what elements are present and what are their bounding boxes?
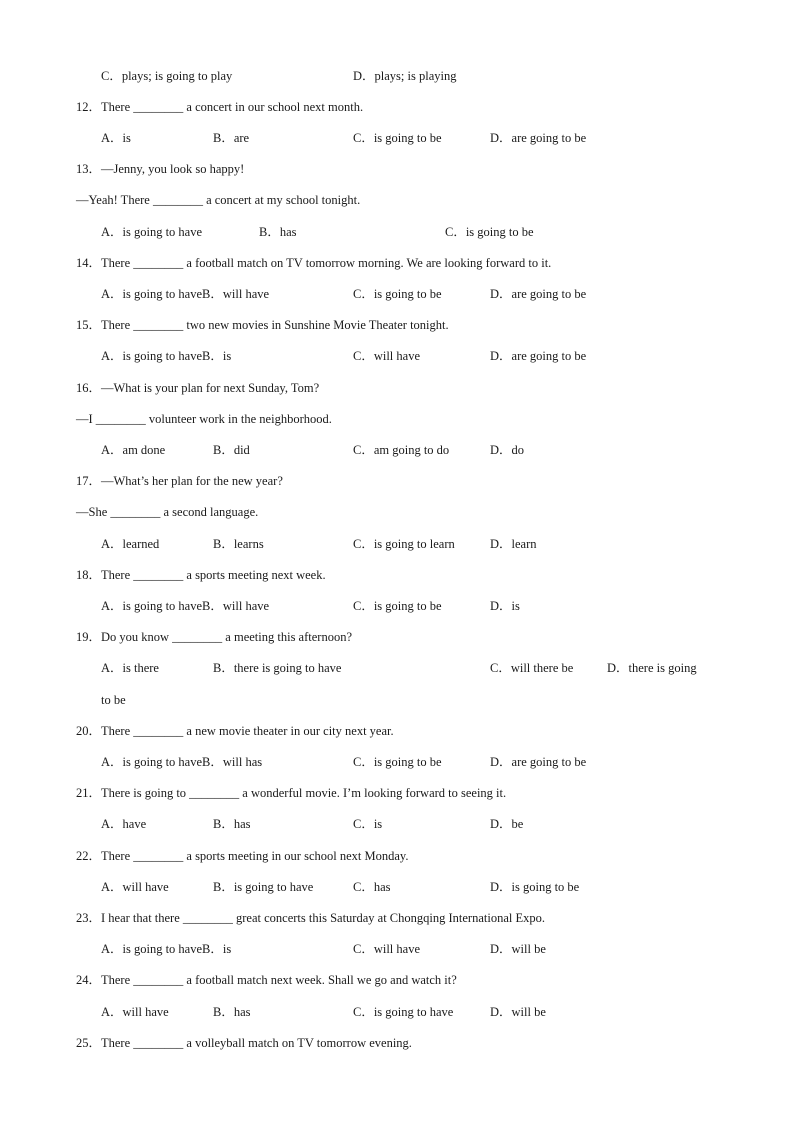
- option-a-q19: A．is there: [101, 661, 159, 675]
- option-c-q24: C．is going to have: [353, 1005, 454, 1019]
- option-a-q16: A．am done: [101, 443, 166, 457]
- option-a-q17: A．learned: [101, 537, 160, 551]
- question-16: 16．—What is your plan for next Sunday, Tom?: [76, 381, 320, 395]
- question-18: 18．There ________ a sports meeting next week.: [76, 568, 326, 582]
- question-23: 23．I hear that there ________ great concerts this Saturday at Chongqing International Expo.: [76, 911, 545, 925]
- question-17-reply: —She ________ a second language.: [76, 505, 259, 519]
- option-b-q24: B．has: [213, 1005, 251, 1019]
- option-ab-q20: A．is going to haveB．will has: [101, 755, 263, 769]
- option-c-q16: C．am going to do: [353, 443, 450, 457]
- option-b-q12: B．are: [213, 131, 250, 145]
- option-ab-q18: A．is going to haveB．will have: [101, 599, 270, 613]
- option-ab-q23: A．is going to haveB．is: [101, 942, 232, 956]
- option-c-q21: C．is: [353, 817, 383, 831]
- option-a-q13: A．is going to have: [101, 225, 203, 239]
- option-b-q21: B．has: [213, 817, 251, 831]
- option-b-q17: B．learns: [213, 537, 264, 551]
- option-c-q12: C．is going to be: [353, 131, 442, 145]
- option-d-q15: D．are going to be: [490, 349, 587, 363]
- question-12: 12．There ________ a concert in our school next month.: [76, 100, 364, 114]
- option-c-q11: C．plays; is going to play: [101, 69, 233, 83]
- option-c-q20: C．is going to be: [353, 755, 442, 769]
- option-b-q13: B．has: [259, 225, 297, 239]
- option-a-q21: A．have: [101, 817, 147, 831]
- option-d-q18: D．is: [490, 599, 520, 613]
- option-b-q16: B．did: [213, 443, 250, 457]
- option-c-q23: C．will have: [353, 942, 421, 956]
- option-d-q17: D．learn: [490, 537, 537, 551]
- option-c-q17: C．is going to learn: [353, 537, 455, 551]
- option-a-q24: A．will have: [101, 1005, 169, 1019]
- option-a-q22: A．will have: [101, 880, 169, 894]
- option-c-q18: C．is going to be: [353, 599, 442, 613]
- option-d-q12: D．are going to be: [490, 131, 587, 145]
- question-22: 22．There ________ a sports meeting in our school next Monday.: [76, 849, 409, 863]
- option-b-q22: B．is going to have: [213, 880, 314, 894]
- question-24: 24．There ________ a football match next week. Shall we go and watch it?: [76, 973, 457, 987]
- question-13: 13．—Jenny, you look so happy!: [76, 162, 245, 176]
- option-d-q11: D．plays; is playing: [353, 69, 457, 83]
- option-c-q13: C．is going to be: [445, 225, 534, 239]
- option-ab-q14: A．is going to haveB．will have: [101, 287, 270, 301]
- option-d-q22: D．is going to be: [490, 880, 580, 894]
- question-20: 20．There ________ a new movie theater in our city next year.: [76, 724, 394, 738]
- option-c-q15: C．will have: [353, 349, 421, 363]
- option-d-q20: D．are going to be: [490, 755, 587, 769]
- question-25: 25．There ________ a volleyball match on TV tomorrow evening.: [76, 1036, 412, 1050]
- question-15: 15．There ________ two new movies in Sunshine Movie Theater tonight.: [76, 318, 449, 332]
- question-16-reply: —I ________ volunteer work in the neighborhood.: [76, 412, 332, 426]
- option-d-q23: D．will be: [490, 942, 546, 956]
- option-d-q21: D．be: [490, 817, 524, 831]
- option-d-q16: D．do: [490, 443, 525, 457]
- option-d-q14: D．are going to be: [490, 287, 587, 301]
- option-d-q19-cont: to be: [101, 693, 126, 707]
- option-ab-q15: A．is going to haveB．is: [101, 349, 232, 363]
- option-a-q12: A．is: [101, 131, 131, 145]
- option-c-q22: C．has: [353, 880, 391, 894]
- option-c-q14: C．is going to be: [353, 287, 442, 301]
- question-21: 21．There is going to ________ a wonderful movie. I’m looking forward to seeing it.: [76, 786, 507, 800]
- question-13-reply: —Yeah! There ________ a concert at my school tonight.: [76, 193, 361, 207]
- question-17: 17．—What’s her plan for the new year?: [76, 474, 283, 488]
- option-d-q19: D．there is going: [607, 661, 697, 675]
- option-b-q19: B．there is going to have: [213, 661, 342, 675]
- option-d-q24: D．will be: [490, 1005, 546, 1019]
- option-c-q19: C．will there be: [490, 661, 574, 675]
- question-14: 14．There ________ a football match on TV tomorrow morning. We are looking forward to it.: [76, 256, 552, 270]
- question-19: 19．Do you know ________ a meeting this afternoon?: [76, 630, 352, 644]
